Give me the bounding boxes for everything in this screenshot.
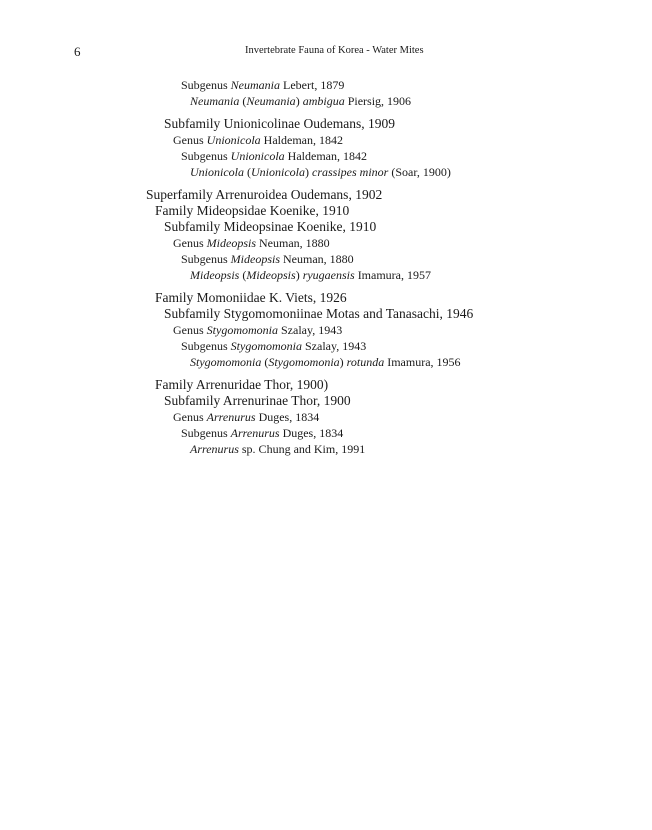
taxon-text: Subfamily Stygomomoniinae Motas and Tanasachi, 1946: [164, 306, 474, 321]
taxon-text: sp. Chung and Kim, 1991: [238, 442, 366, 456]
taxon-text: Subfamily Unionicolinae Oudemans, 1909: [164, 116, 395, 131]
taxon-text: Family Momoniidae K. Viets, 1926: [155, 290, 347, 305]
taxon-text: Szalay, 1943: [302, 339, 367, 353]
taxon-entry-subfamily: [0, 393, 652, 409]
taxon-text: Genus: [173, 236, 207, 250]
taxon-entry-genus: [0, 235, 652, 251]
taxon-text: Subgenus: [181, 339, 231, 353]
taxon-entry-genus: [0, 322, 652, 338]
taxon-text: Imamura, 1957: [354, 268, 431, 282]
taxon-text: Neuman, 1880: [280, 252, 354, 266]
taxon-text: (: [239, 94, 247, 108]
taxon-entry-species: [0, 93, 652, 109]
page-number: 6: [74, 44, 81, 59]
taxon-text: ): [339, 355, 347, 369]
taxon-text: Subgenus: [181, 149, 231, 163]
taxon-name-italic: Unionicola: [206, 133, 261, 147]
taxon-text: Duges, 1834: [255, 410, 320, 424]
taxon-text: Piersig, 1906: [344, 94, 412, 108]
taxon-name-italic: Neumania: [230, 78, 281, 92]
taxon-entry-subgenus: [0, 148, 652, 164]
taxon-name-italic: Mideopsis: [190, 268, 240, 282]
taxon-entry-species: [0, 267, 652, 283]
taxon-text: Imamura, 1956: [384, 355, 461, 369]
taxon-text: Szalay, 1943: [278, 323, 343, 337]
taxon-text: Duges, 1834: [279, 426, 344, 440]
taxon-entry-genus: [0, 409, 652, 425]
taxon-text: Genus: [173, 133, 207, 147]
taxon-name-italic: Mideopsis: [206, 236, 257, 250]
taxon-name-italic: Neumania: [246, 94, 296, 108]
taxon-text: Subfamily Mideopsinae Koenike, 1910: [164, 219, 377, 234]
taxon-name-italic: Arrenurus: [230, 426, 280, 440]
taxon-text: Subgenus: [181, 252, 231, 266]
taxon-entry-species: [0, 354, 652, 370]
taxon-text: Neuman, 1880: [256, 236, 330, 250]
taxon-entry-subfamily: [0, 306, 652, 322]
taxon-entry-genus: [0, 132, 652, 148]
taxon-name-italic: ambigua: [302, 94, 345, 108]
taxon-text: ): [295, 268, 303, 282]
taxon-entry-family: [0, 290, 652, 306]
taxon-name-italic: Stygomomonia: [230, 339, 302, 353]
taxon-entry-species: [0, 441, 652, 457]
taxon-text: ): [305, 165, 312, 179]
taxon-name-italic: rotunda: [346, 355, 385, 369]
taxon-text: ): [295, 94, 303, 108]
taxon-text: Superfamily Arrenuroidea Oudemans, 1902: [146, 187, 383, 202]
taxon-text: (: [239, 268, 247, 282]
taxon-name-italic: Stygomomonia: [190, 355, 262, 369]
running-head: Invertebrate Fauna of Korea - Water Mites: [245, 45, 424, 56]
taxon-name-italic: Unionicola: [190, 165, 244, 179]
taxon-entry-subgenus: [0, 77, 652, 93]
taxon-text: Subgenus: [181, 426, 231, 440]
taxon-text: Subfamily Arrenurinae Thor, 1900: [164, 393, 351, 408]
page-header: [0, 44, 652, 60]
taxon-name-italic: Stygomomonia: [206, 323, 278, 337]
taxon-entry-subfamily: [0, 219, 652, 235]
taxon-entry-subgenus: [0, 425, 652, 441]
taxon-name-italic: Stygomomonia: [268, 355, 340, 369]
taxon-name-italic: Unionicola: [230, 149, 285, 163]
taxon-name-italic: Mideopsis: [230, 252, 281, 266]
taxon-name-italic: Neumania: [190, 94, 240, 108]
taxon-name-italic: Unionicola: [251, 165, 305, 179]
taxon-text: Family Arrenuridae Thor, 1900): [155, 377, 329, 392]
taxon-name-italic: Arrenurus: [190, 442, 239, 456]
taxon-text: Haldeman, 1842: [260, 133, 343, 147]
taxon-text: Haldeman, 1842: [284, 149, 367, 163]
taxon-text: Lebert, 1879: [280, 78, 345, 92]
taxon-entry-superfamily: [0, 187, 652, 203]
taxonomic-list: [0, 77, 652, 457]
taxon-entry-family: [0, 377, 652, 393]
taxon-text: (: [244, 165, 251, 179]
taxon-entry-family: [0, 203, 652, 219]
taxon-text: (: [261, 355, 269, 369]
taxon-entry-subgenus: [0, 251, 652, 267]
taxon-entry-species: [0, 164, 652, 180]
taxon-text: Subgenus: [181, 78, 231, 92]
taxon-text: (Soar, 1900): [388, 165, 451, 179]
taxon-name-italic: Mideopsis: [246, 268, 296, 282]
taxon-entry-subgenus: [0, 338, 652, 354]
taxon-name-italic: Arrenurus: [206, 410, 256, 424]
taxon-text: Family Mideopsidae Koenike, 1910: [155, 203, 350, 218]
taxon-text: Genus: [173, 323, 207, 337]
taxon-name-italic: ryugaensis: [302, 268, 355, 282]
taxon-entry-subfamily: [0, 116, 652, 132]
taxon-name-italic: crassipes minor: [312, 165, 389, 179]
taxon-text: Genus: [173, 410, 207, 424]
